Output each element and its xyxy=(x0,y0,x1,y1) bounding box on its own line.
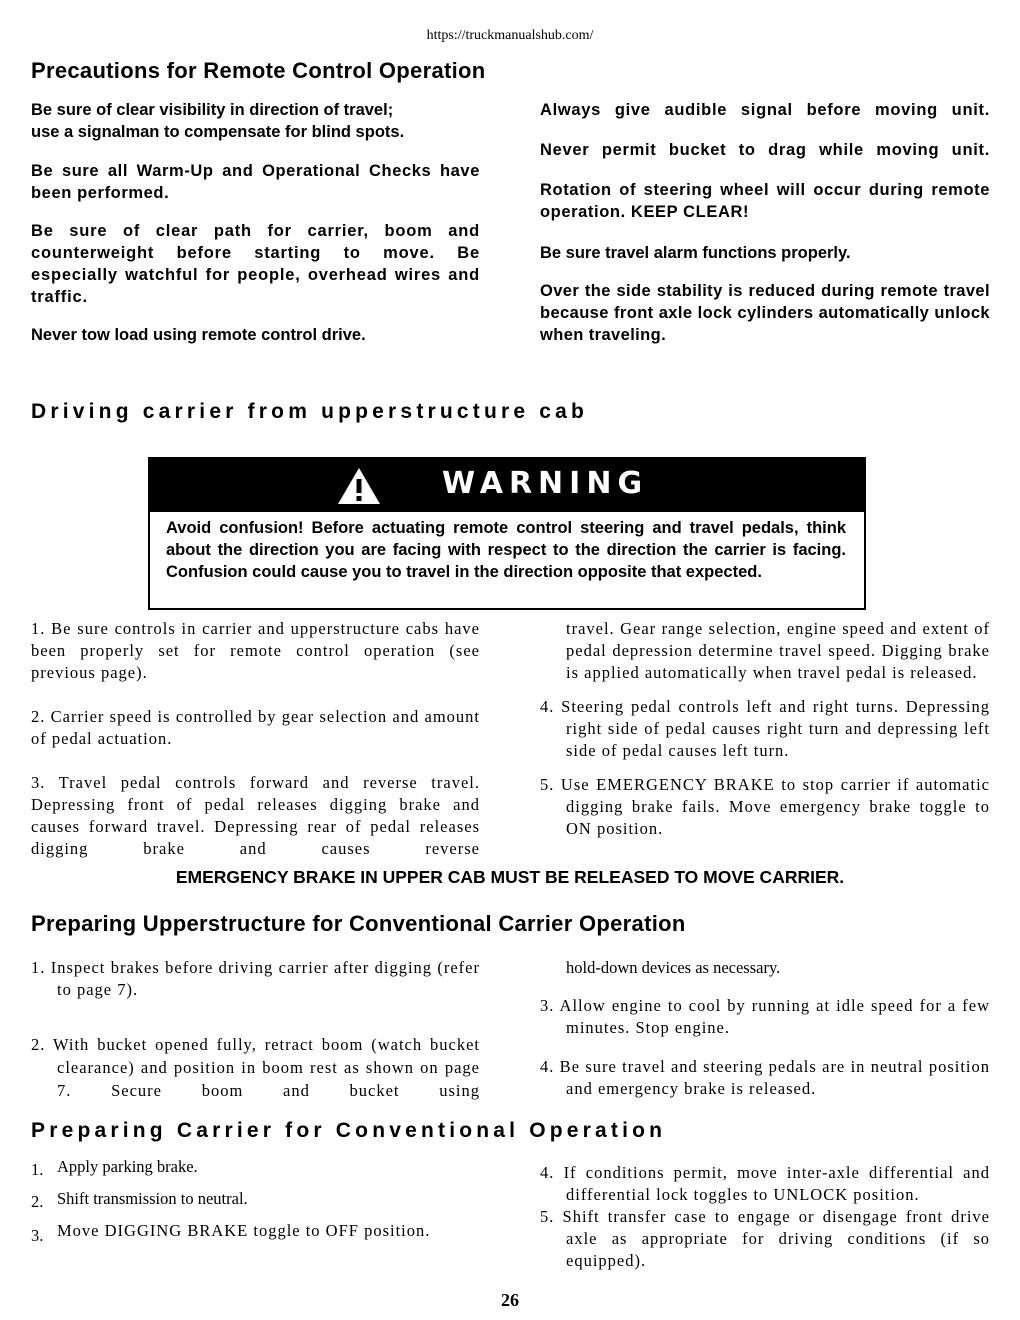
driving-left-column xyxy=(31,618,480,860)
driving-heading: Driving carrier from upperstructure cab xyxy=(31,400,589,423)
source-url: https://truckmanualshub.com/ xyxy=(426,28,594,43)
prep-carrier-step-1-text: Apply parking brake. xyxy=(57,1157,198,1176)
prep-carrier-step-3-text: Move DIGGING BRAKE toggle to OFF position. xyxy=(57,1221,431,1240)
driving-right-column xyxy=(540,618,990,840)
precaution-checks: Be sure all Warm-Up and Operational Checks have been performed. xyxy=(31,162,480,202)
prep-carrier-left-column xyxy=(31,1156,480,1266)
driving-step-3: 3. Travel pedal controls forward and reverse travel. Depressing front of pedal releases digging brake and causes forward travel. Depressing rear of pedal releases digging brake and causes reverse xyxy=(31,773,480,858)
prep-upper-left-column xyxy=(31,957,480,1102)
warning-banner xyxy=(150,459,864,512)
prep-carrier-step-2-number: 2. xyxy=(31,1192,44,1211)
driving-step-3-continued: travel. Gear range selection, engine speed and extent of pedal depression determine travel speed. Digging brake is applied automatically when travel pedal is released. xyxy=(566,619,990,682)
warning-box xyxy=(148,457,866,610)
warning-text: Avoid confusion! Before actuating remote control steering and travel pedals, think about the direction you are facing with respect to the direction the carrier is facing. Confusion could cause you to travel in the direction opposite that expected. xyxy=(166,519,846,581)
prep-upper-right-column xyxy=(540,957,990,1100)
prep-upper-heading: Preparing Upperstructure for Conventional Carrier Operation xyxy=(31,911,686,936)
precautions-right-column xyxy=(540,99,990,346)
precautions-left-column xyxy=(31,99,480,346)
driving-step-4: 4. Steering pedal controls left and right turns. Depressing right side of pedal causes right turn and depressing left side of pedal causes left turn. xyxy=(540,697,990,760)
prep-carrier-heading: Preparing Carrier for Conventional Operation xyxy=(31,1119,667,1142)
prep-carrier-step-3-number: 3. xyxy=(31,1226,44,1245)
prep-upper-step-3: 3. Allow engine to cool by running at idle speed for a few minutes. Stop engine. xyxy=(540,996,990,1037)
warning-triangle-icon xyxy=(336,466,382,506)
precaution-steering-rotation: Rotation of steering wheel will occur during remote operation. KEEP CLEAR! xyxy=(540,181,990,221)
precaution-visibility: Be sure of clear visibility in direction of travel; xyxy=(31,101,394,119)
prep-carrier-step-5: 5. Shift transfer case to engage or disengage front drive axle as appropriate for driving conditions (if so equipped). xyxy=(540,1207,990,1270)
prep-carrier-step-4: 4. If conditions permit, move inter-axle differential and differential lock toggles to UNLOCK position. xyxy=(540,1163,990,1204)
emergency-brake-note: EMERGENCY BRAKE IN UPPER CAB MUST BE RELEASED TO MOVE CARRIER. xyxy=(175,867,845,887)
prep-carrier-right-column xyxy=(540,1162,990,1272)
driving-step-5: 5. Use EMERGENCY BRAKE to stop carrier if automatic digging brake fails. Move emergency brake toggle to ON position. xyxy=(540,775,990,838)
driving-step-2: 2. Carrier speed is controlled by gear selection and amount of pedal actuation. xyxy=(31,707,480,748)
page-number: 26 xyxy=(501,1290,519,1310)
driving-step-1: 1. Be sure controls in carrier and upperstructure cabs have been properly set for remote control operation (see previous page). xyxy=(31,619,480,682)
precaution-signalman: use a signalman to compensate for blind spots. xyxy=(31,123,405,141)
precaution-audible-signal: Always give audible signal before moving unit. xyxy=(540,101,990,119)
precaution-travel-alarm: Be sure travel alarm functions properly. xyxy=(540,244,851,262)
warning-title: WARNING xyxy=(442,466,649,501)
precaution-bucket-drag: Never permit bucket to drag while moving unit. xyxy=(540,141,990,159)
prep-upper-step-2: 2. With bucket opened fully, retract boom (watch bucket clearance) and position in boom rest as shown on page 7. Secure boom and bucket using xyxy=(31,1035,480,1100)
precaution-clear-path: Be sure of clear path for carrier, boom and counterweight before starting to move. Be especially watchful for people, overhead wires and traffic. xyxy=(31,222,480,306)
prep-carrier-step-2-text: Shift transmission to neutral. xyxy=(57,1189,248,1208)
precaution-no-tow: Never tow load using remote control drive. xyxy=(31,326,366,344)
prep-upper-step-4: 4. Be sure travel and steering pedals are in neutral position and emergency brake is released. xyxy=(540,1057,990,1098)
prep-upper-step-2-continued: hold-down devices as necessary. xyxy=(566,958,781,977)
precaution-side-stability: Over the side stability is reduced during remote travel because front axle lock cylinders automatically unlock when traveling. xyxy=(540,282,990,344)
prep-carrier-step-1-number: 1. xyxy=(31,1160,44,1179)
precautions-heading: Precautions for Remote Control Operation xyxy=(31,58,486,83)
prep-upper-step-1: 1. Inspect brakes before driving carrier after digging (refer to page 7). xyxy=(31,958,480,999)
